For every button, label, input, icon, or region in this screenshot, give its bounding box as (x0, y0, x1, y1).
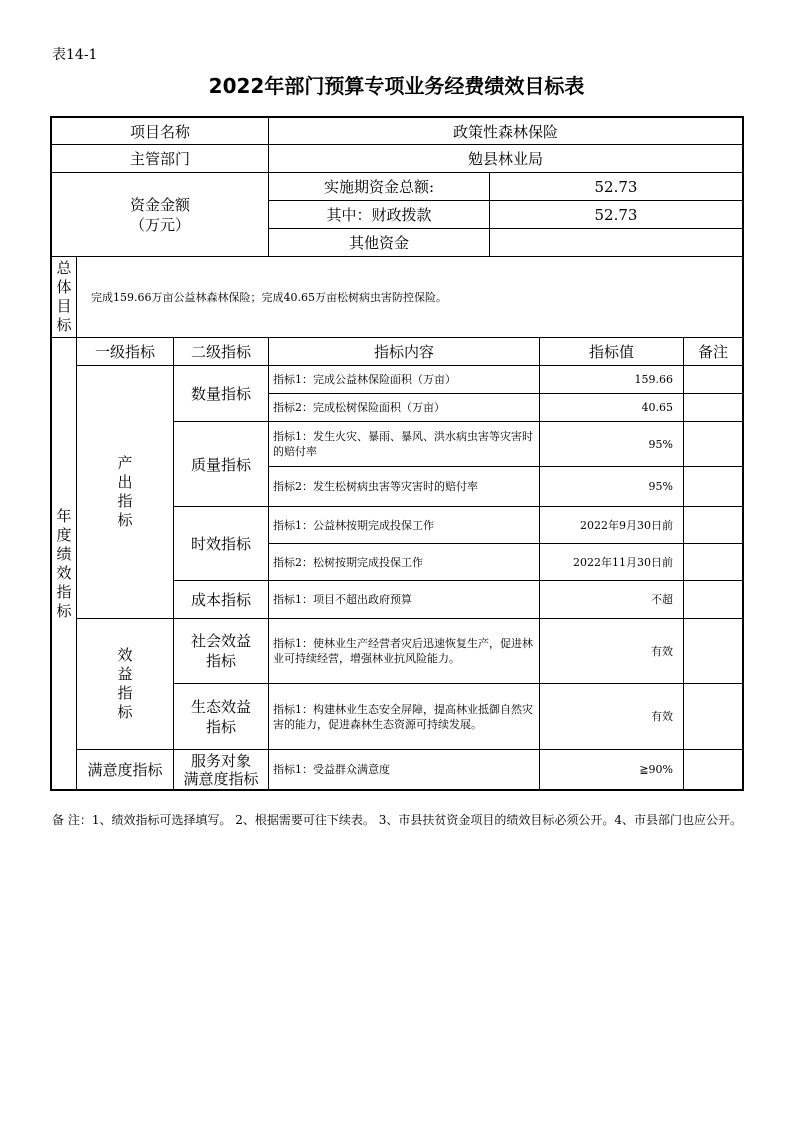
header-level2: 二级指标 (190, 343, 251, 361)
ecological-benefit-label-line: 生态效益 (190, 697, 251, 716)
overall-goal-char: 目 (56, 297, 72, 315)
total-funds-value: 52.73 (594, 177, 638, 196)
indicator-value: 95% (648, 480, 673, 493)
benefit-label-char: 标 (117, 703, 133, 721)
fund-amount-title: 资金金额 (129, 195, 190, 214)
header-level1: 一级指标 (94, 343, 155, 361)
benefit-label-char: 效 (117, 646, 133, 664)
timeliness-indicator-label: 时效指标 (190, 535, 251, 553)
indicator-value: 95% (648, 437, 673, 451)
annual-label-char: 绩 (56, 544, 72, 563)
header-content: 指标内容 (373, 343, 434, 361)
indicator-content: 指标1：发生火灾、暴雨、暴风、洪水病虫害等灾害时的赔付率 (273, 430, 533, 458)
social-benefit-indicator-label (174, 619, 268, 683)
indicator-content: 指标1：项目不超出政府预算 (273, 593, 412, 606)
project-name-label: 项目名称 (129, 122, 190, 141)
other-funds-label: 其他资金 (348, 234, 409, 252)
indicator-value: 2022年9月30日前 (580, 518, 673, 532)
annual-label-char: 度 (56, 525, 72, 544)
benefit-indicators-label (77, 619, 173, 749)
department-value: 勉县林业局 (467, 150, 543, 168)
project-name-value: 政策性森林保险 (452, 122, 558, 141)
cost-indicator-label: 成本指标 (190, 591, 251, 609)
indicator-value: 159.66 (634, 373, 673, 386)
fund-amount-unit: （万元） (129, 215, 190, 234)
quantity-indicator-label: 数量指标 (190, 385, 251, 403)
overall-goal-char: 体 (56, 278, 72, 296)
indicator-value: 2022年11月30日前 (573, 555, 673, 569)
indicator-content: 指标2：发生松树病虫害等灾害时的赔付率 (273, 480, 478, 493)
benefit-label-char: 益 (117, 665, 133, 683)
benefit-label-char: 指 (117, 684, 133, 702)
overall-goal-char: 标 (56, 316, 72, 334)
fund-amount-label (52, 173, 268, 256)
overall-goal-label (52, 257, 76, 337)
output-label-char: 指 (117, 492, 133, 510)
indicator-content: 指标1：使林业生产经营者灾后迅速恢复生产，促进林业可持续经营，增强林业抗风险能力。 (273, 637, 533, 665)
output-label-char: 产 (117, 454, 133, 472)
table-number: 表14-1 (52, 47, 98, 63)
output-indicators-label (77, 366, 173, 618)
page-title: 2022年部门预算专项业务经费绩效目标表 (208, 74, 585, 98)
ecological-benefit-label-line: 指标 (205, 717, 236, 736)
other-funds-value (490, 229, 742, 256)
indicator-value: 不超 (651, 593, 673, 606)
ecological-benefit-indicator-label (174, 684, 268, 749)
indicator-value: 40.65 (641, 401, 673, 414)
annual-label-char: 效 (56, 563, 72, 582)
annual-label-char: 指 (56, 582, 72, 601)
indicator-value: ≧90% (639, 763, 673, 776)
header-value: 指标值 (588, 343, 634, 361)
department-label: 主管部门 (129, 150, 190, 168)
overall-goal-text: 完成159.66万亩公益林森林保险；完成40.65万亩松树病虫害防控保险。 (91, 291, 447, 304)
total-funds-label: 实施期资金总额: (323, 178, 435, 196)
indicator-value: 有效 (651, 710, 673, 723)
indicator-content: 指标2：松树按期完成投保工作 (273, 555, 423, 569)
indicator-content: 指标1：公益林按期完成投保工作 (273, 518, 434, 532)
indicator-content: 指标2：完成松树保险面积（万亩） (273, 401, 445, 414)
satisfaction-indicators-label: 满意度指标 (87, 761, 163, 779)
fiscal-funds-label: 其中：财政拨款 (326, 206, 432, 224)
annual-label-char: 年 (56, 506, 72, 525)
social-benefit-label-line: 社会效益 (190, 632, 251, 650)
indicator-content: 指标1：完成公益林保险面积（万亩） (273, 373, 456, 386)
header-note: 备注 (697, 343, 728, 361)
footnote: 备 注：1、绩效指标可选择填写。 2、根据需要可往下续表。 3、市县扶贫资金项目的绩效目标必须公开。4、市县部门也应公开。 (52, 813, 742, 827)
service-satisfaction-label-line: 服务对象 (190, 751, 251, 770)
indicator-value: 有效 (651, 644, 673, 658)
output-label-char: 出 (117, 473, 133, 491)
indicator-content: 指标1：受益群众满意度 (273, 763, 390, 776)
annual-label-char: 标 (56, 601, 72, 620)
indicator-content: 指标1：构建林业生态安全屏障，提高林业抵御自然灾害的能力，促进森林生态资源可持续发展。 (273, 702, 533, 731)
annual-indicators-label (52, 338, 76, 789)
service-satisfaction-indicator-label (174, 750, 268, 789)
fiscal-funds-value: 52.73 (594, 205, 638, 224)
overall-goal-char: 总 (56, 259, 72, 277)
quality-indicator-label: 质量指标 (190, 455, 251, 474)
social-benefit-label-line: 指标 (205, 652, 236, 670)
service-satisfaction-label-line: 满意度指标 (183, 769, 259, 788)
output-label-char: 标 (117, 511, 133, 529)
